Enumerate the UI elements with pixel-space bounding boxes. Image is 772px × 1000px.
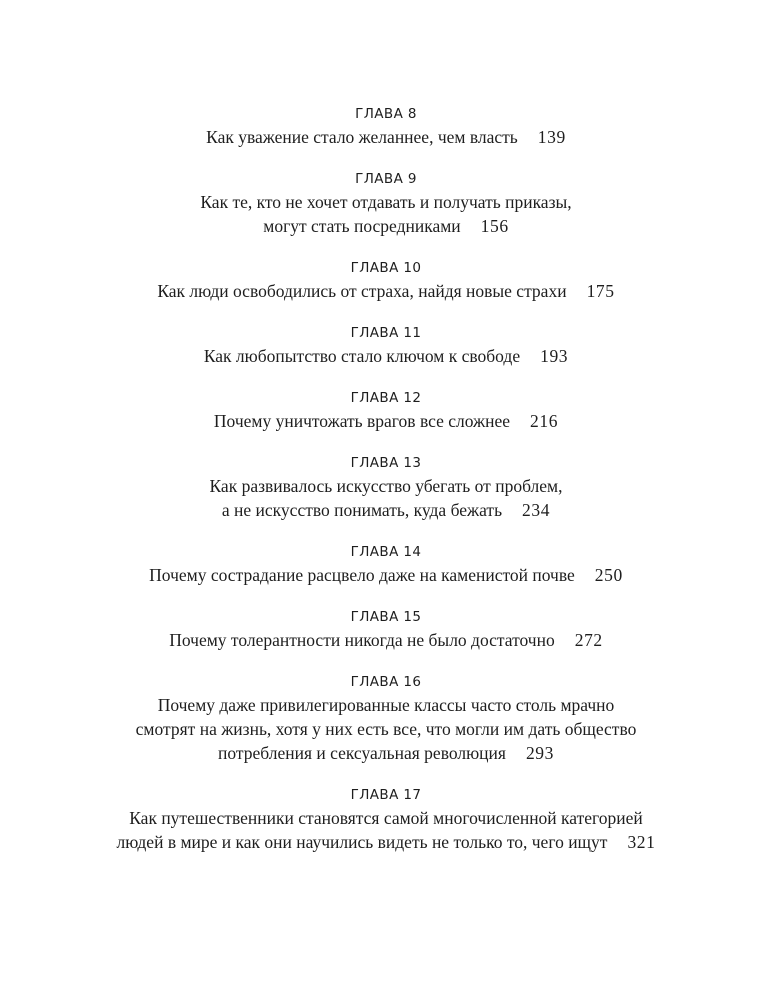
page-number: 156 [480, 216, 509, 236]
page-number: 293 [525, 743, 555, 763]
chapter-label: ГЛАВА 13 [350, 455, 422, 471]
chapter-title [0, 344, 772, 368]
chapter-title-line [0, 628, 772, 652]
chapter-title [0, 125, 772, 149]
table-of-contents [0, 101, 772, 871]
chapter-label: ГЛАВА 12 [350, 390, 422, 406]
chapter-title-line [0, 344, 772, 368]
chapter-title-line [0, 214, 772, 238]
chapter-title-line [0, 830, 772, 854]
chapter-title-line [0, 563, 772, 587]
chapter-label: ГЛАВА 15 [350, 609, 422, 625]
chapter-title [0, 474, 772, 522]
chapter-label: ГЛАВА 11 [350, 325, 422, 341]
chapter-title [0, 806, 772, 854]
page-number: 139 [537, 127, 566, 147]
chapter-title-line [0, 409, 772, 433]
chapter-title-line: Как путешественники становятся самой многочисленной категорией [129, 808, 643, 828]
page-number: 321 [627, 832, 656, 852]
chapter-title-line: Как те, кто не хочет отдавать и получать приказы, [200, 192, 572, 212]
page-number: 216 [530, 411, 559, 431]
chapter-title-text: Почему уничтожать врагов все сложнее [213, 411, 511, 431]
page-number: 272 [574, 630, 603, 650]
chapter-title-text: Как люди освободились от страха, найдя новые страхи [157, 281, 567, 301]
chapter-title-text: людей в мире и как они научились видеть не только то, чего ищут [116, 832, 608, 852]
chapter-label: ГЛАВА 8 [355, 106, 417, 122]
chapter-title-line [0, 125, 772, 149]
chapter-entry [0, 101, 772, 149]
chapter-entry [0, 604, 772, 652]
chapter-title-line: Как развивалось искусство убегать от проблем, [209, 476, 563, 496]
chapter-title-text: потребления и сексуальная революция [217, 743, 506, 763]
chapter-entry [0, 782, 772, 854]
chapter-label: ГЛАВА 10 [350, 260, 422, 276]
chapter-title-line [0, 498, 772, 522]
page-number: 175 [586, 281, 615, 301]
chapter-title [0, 563, 772, 587]
chapter-entry [0, 320, 772, 368]
chapter-title-text: могут стать посредниками [263, 216, 461, 236]
chapter-title-text: Почему сострадание расцвело даже на каменистой почве [149, 565, 575, 585]
page-number: 250 [594, 565, 623, 585]
chapter-entry [0, 255, 772, 303]
chapter-title [0, 190, 772, 238]
chapter-entry [0, 385, 772, 433]
chapter-title-text: Как уважение стало желаннее, чем власть [206, 127, 518, 147]
chapter-entry [0, 669, 772, 765]
chapter-entry [0, 539, 772, 587]
chapter-title [0, 279, 772, 303]
chapter-title-line: смотрят на жизнь, хотя у них есть все, что могли им дать общество [135, 719, 637, 739]
chapter-label: ГЛАВА 14 [350, 544, 422, 560]
chapter-title [0, 409, 772, 433]
page-number: 234 [522, 500, 551, 520]
chapter-title-text: Почему толерантности никогда не было достаточно [169, 630, 555, 650]
chapter-entry [0, 450, 772, 522]
chapter-title [0, 628, 772, 652]
chapter-title-line: Почему даже привилегированные классы часто столь мрачно [157, 695, 615, 715]
chapter-title-line [0, 279, 772, 303]
chapter-title-text: Как любопытство стало ключом к свободе [203, 346, 521, 366]
chapter-title-text: а не искусство понимать, куда бежать [221, 500, 503, 520]
chapter-entry [0, 166, 772, 238]
chapter-label: ГЛАВА 16 [350, 674, 422, 690]
chapter-title-line [0, 741, 772, 765]
chapter-label: ГЛАВА 9 [355, 171, 417, 187]
chapter-title [0, 693, 772, 765]
page-number: 193 [540, 346, 569, 366]
chapter-label: ГЛАВА 17 [350, 787, 422, 803]
